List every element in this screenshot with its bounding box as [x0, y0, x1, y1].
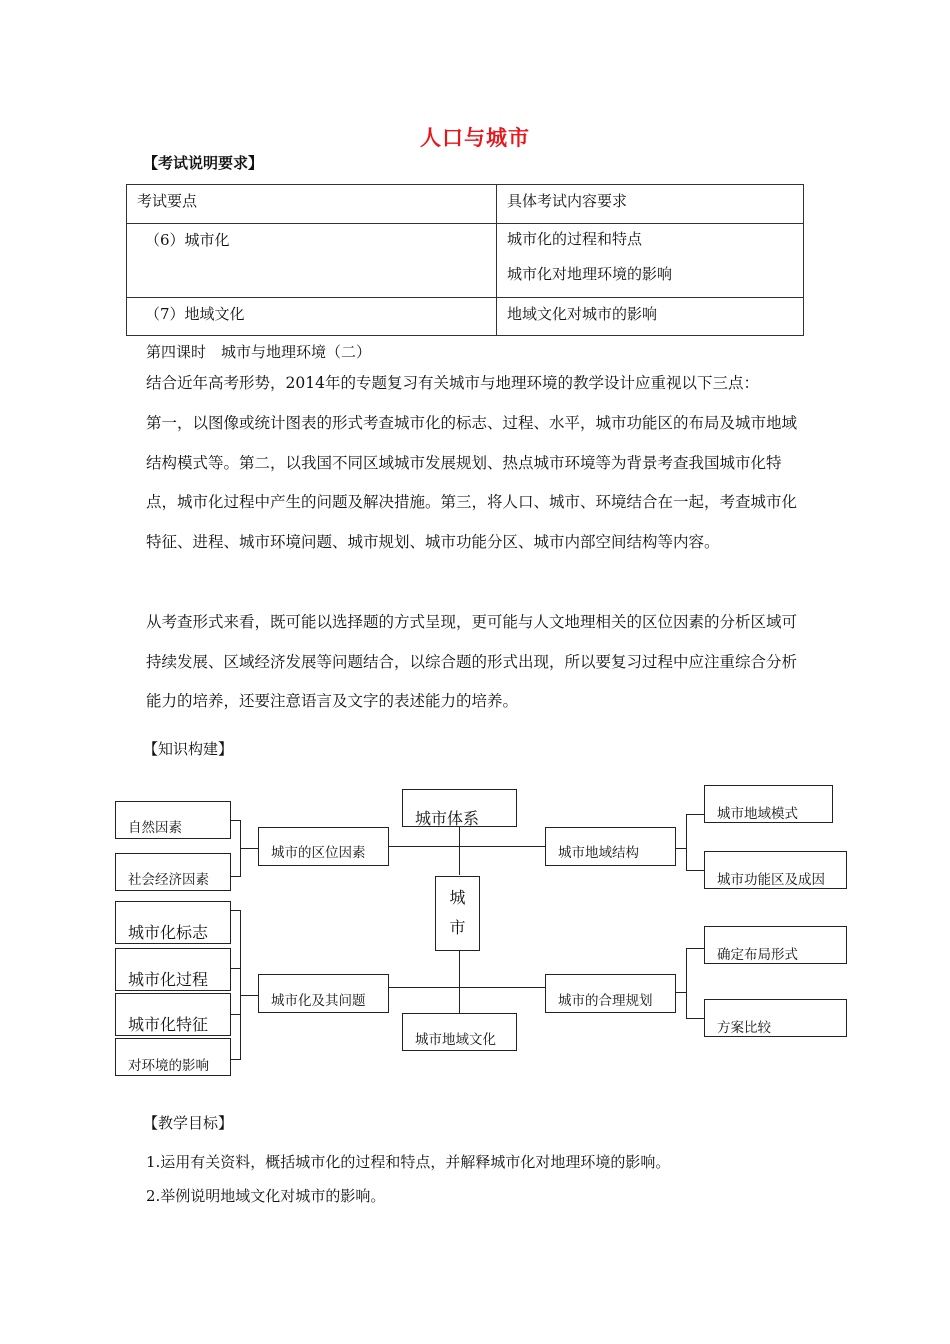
connector-line: [686, 948, 687, 1018]
table-cell: [497, 224, 804, 298]
paragraph-2: 从考查形式来看，既可能以选择题的方式呈现，更可能与人文地理相关的区位因素的分析区域可持续发展、区域经济发展等问题结合，以综合题的形式出现，所以要复习过程中应注重综合分析能力的培养，还要注意语言及文字的表述能力的培养。: [146, 613, 798, 710]
node-rational-planning: 城市的合理规划: [545, 974, 676, 1013]
connector-line: [230, 968, 240, 969]
node-natural-factors: 自然因素: [115, 801, 231, 839]
connector-line: [459, 827, 460, 875]
node-regional-structure: 城市地域结构: [545, 827, 676, 866]
connector-line: [240, 995, 258, 996]
node-urbanization-feature: 城市化特征: [115, 993, 231, 1036]
connector-line: [686, 814, 687, 870]
connector-line: [230, 1014, 240, 1015]
node-plan-comparison: 方案比较: [704, 999, 847, 1037]
connector-line: [240, 910, 241, 1060]
table-cell: （6）城市化: [127, 224, 497, 298]
header-cell: 具体考试内容要求: [497, 185, 804, 224]
paragraph-1: 第一，以图像或统计图表的形式考查城市化的标志、过程、水平，城市功能区的布局及城市地域结构模式等。第二，以我国不同区域城市发展规划、热点城市环境等为背景考查我国城市化特点，城市化过程中产生的问题及解决措施。第三，将人口、城市、环境结合在一起，考查城市化特征、进程、城市环境问题、城市规划、城市功能分区、城市内部空间结构等内容。: [146, 414, 798, 551]
section-knowledge-heading: 【知识构建】: [143, 740, 234, 758]
connector-line: [230, 1059, 240, 1060]
connector-line: [675, 992, 686, 993]
connector-line: [230, 910, 240, 911]
goal-item: 1.运用有关资料，概括城市化的过程和特点，并解释城市化对地理环境的影响。: [146, 1153, 671, 1171]
center-char: 市: [449, 918, 466, 937]
diagram-center-city: [435, 876, 480, 951]
connector-line: [230, 876, 240, 877]
node-layout-form: 确定布局形式: [704, 926, 847, 964]
section-goals-heading: 【教学目标】: [143, 1114, 234, 1132]
node-environmental-impact: 对环境的影响: [115, 1038, 231, 1076]
section-exam-heading: 【考试说明要求】: [143, 154, 264, 172]
table-cell: （7）地域文化: [127, 298, 497, 336]
node-functional-zones: 城市功能区及成因: [704, 851, 847, 889]
intro-line: 结合近年高考形势，2014年的专题复习有关城市与地理环境的教学设计应重视以下三点：: [146, 374, 759, 392]
node-socioeconomic-factors: 社会经济因素: [115, 853, 231, 891]
connector-line: [686, 870, 704, 871]
node-regional-model: 城市地域模式: [704, 785, 833, 823]
connector-line: [459, 950, 460, 1014]
exam-requirements-table: [126, 184, 804, 336]
table-header-row: [127, 185, 804, 224]
node-city-system: 城市体系: [402, 789, 517, 827]
lesson-heading: 第四课时 城市与地理环境（二）: [146, 343, 372, 361]
connector-line: [230, 820, 240, 821]
requirement-line: 城市化对地理环境的影响: [507, 265, 673, 283]
goal-item: 2.举例说明地域文化对城市的影响。: [146, 1187, 386, 1205]
node-urbanization-issues: 城市化及其问题: [258, 974, 389, 1013]
connector-line: [240, 848, 258, 849]
table-cell: 地域文化对城市的影响: [497, 298, 804, 336]
node-location-factors: 城市的区位因素: [258, 827, 389, 866]
node-urbanization-process: 城市化过程: [115, 948, 231, 991]
connector-line: [675, 848, 686, 849]
node-city-culture: 城市地域文化: [402, 1013, 517, 1051]
center-char: 城: [449, 888, 466, 907]
node-urbanization-sign: 城市化标志: [115, 901, 231, 944]
connector-line: [686, 1018, 704, 1019]
connector-line: [388, 846, 545, 847]
connector-line: [388, 987, 545, 988]
connector-line: [686, 814, 704, 815]
table-row: [127, 224, 804, 298]
header-cell: 考试要点: [127, 185, 497, 224]
connector-line: [686, 948, 704, 949]
table-row: [127, 298, 804, 336]
page-title: 人口与城市: [420, 125, 530, 150]
requirement-line: 城市化的过程和特点: [507, 230, 643, 248]
